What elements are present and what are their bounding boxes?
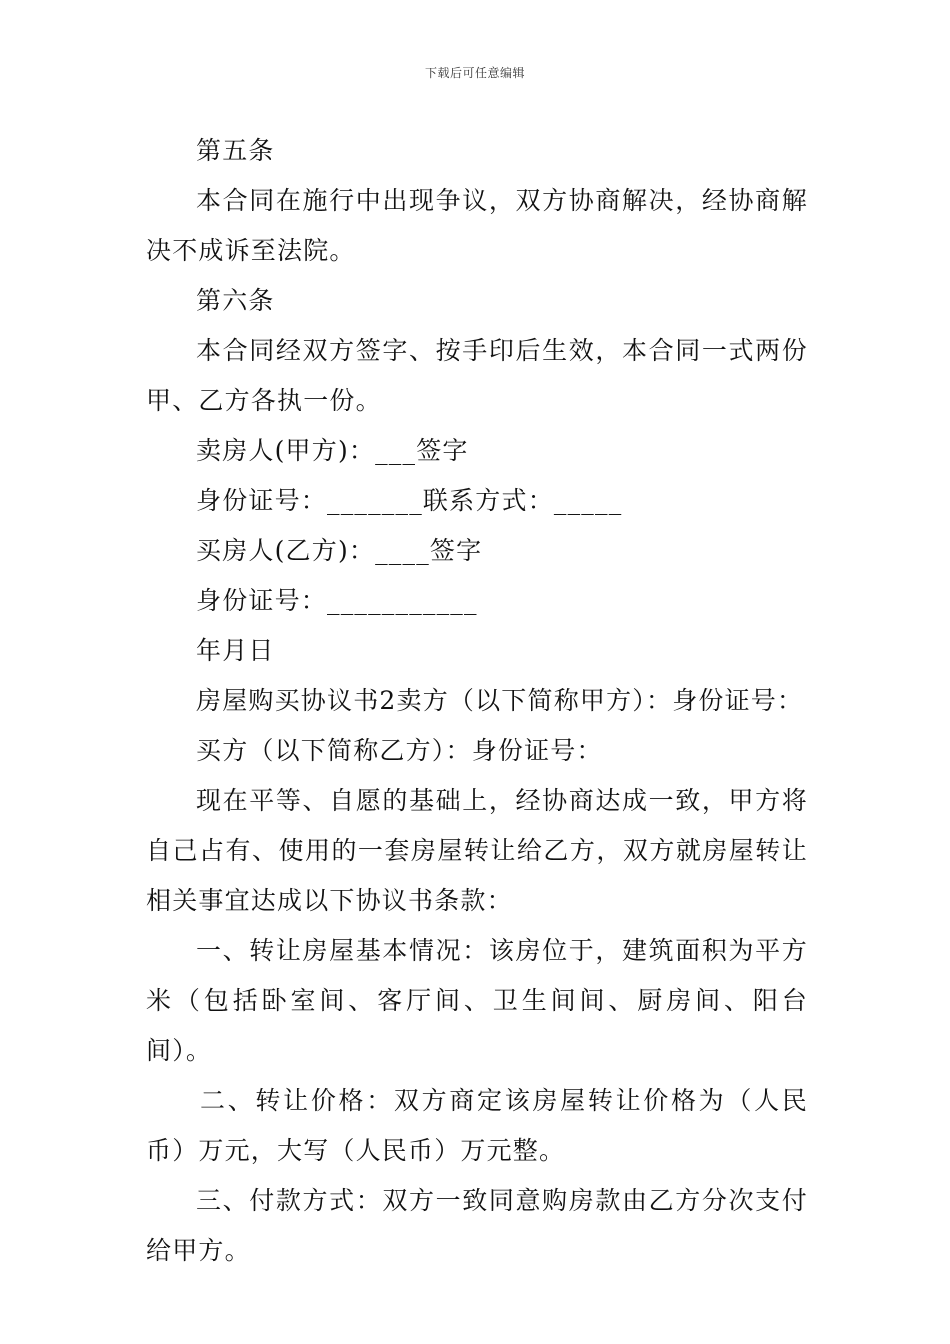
clause-3-payment: 三、付款方式：双方一致同意购房款由乙方分次支付给甲方。: [146, 1186, 808, 1265]
page-header-note: 下载后可任意编辑: [424, 66, 525, 80]
date-line: 年月日: [196, 636, 275, 665]
article-5-heading: 第五条: [196, 136, 275, 165]
buyer-id-line: 身份证号：___________: [196, 586, 478, 615]
document-body: [146, 126, 808, 1276]
agreement-2-buyer-line: 买方（以下简称乙方）：身份证号：: [196, 736, 603, 765]
clause-1-property-info: 一、转让房屋基本情况：该房位于，建筑面积为平方米（包括卧室间、客厅间、卫生间间、厨房间、阳台间）。: [146, 936, 808, 1065]
article-6-heading: 第六条: [196, 286, 275, 315]
seller-id-contact-line: 身份证号：_______联系方式：_____: [196, 486, 623, 515]
agreement-2-seller-line: 房屋购买协议书2卖方（以下简称甲方）：身份证号：: [196, 686, 804, 715]
article-5-text: 本合同在施行中出现争议，双方协商解决，经协商解决不成诉至法院。: [146, 186, 808, 265]
clause-2-price: 二、转让价格：双方商定该房屋转让价格为（人民币）万元，大写（人民币）万元整。: [146, 1086, 808, 1165]
article-6-text: 本合同经双方签字、按手印后生效，本合同一式两份甲、乙方各执一份。: [146, 336, 808, 415]
agreement-preamble: 现在平等、自愿的基础上，经协商达成一致，甲方将自己占有、使用的一套房屋转让给乙方，双方就房屋转让相关事宜达成以下协议书条款：: [146, 786, 808, 915]
buyer-signature-line: 买房人(乙方)：____签字: [196, 536, 483, 565]
seller-signature-line: 卖房人(甲方)：___签字: [196, 436, 469, 465]
